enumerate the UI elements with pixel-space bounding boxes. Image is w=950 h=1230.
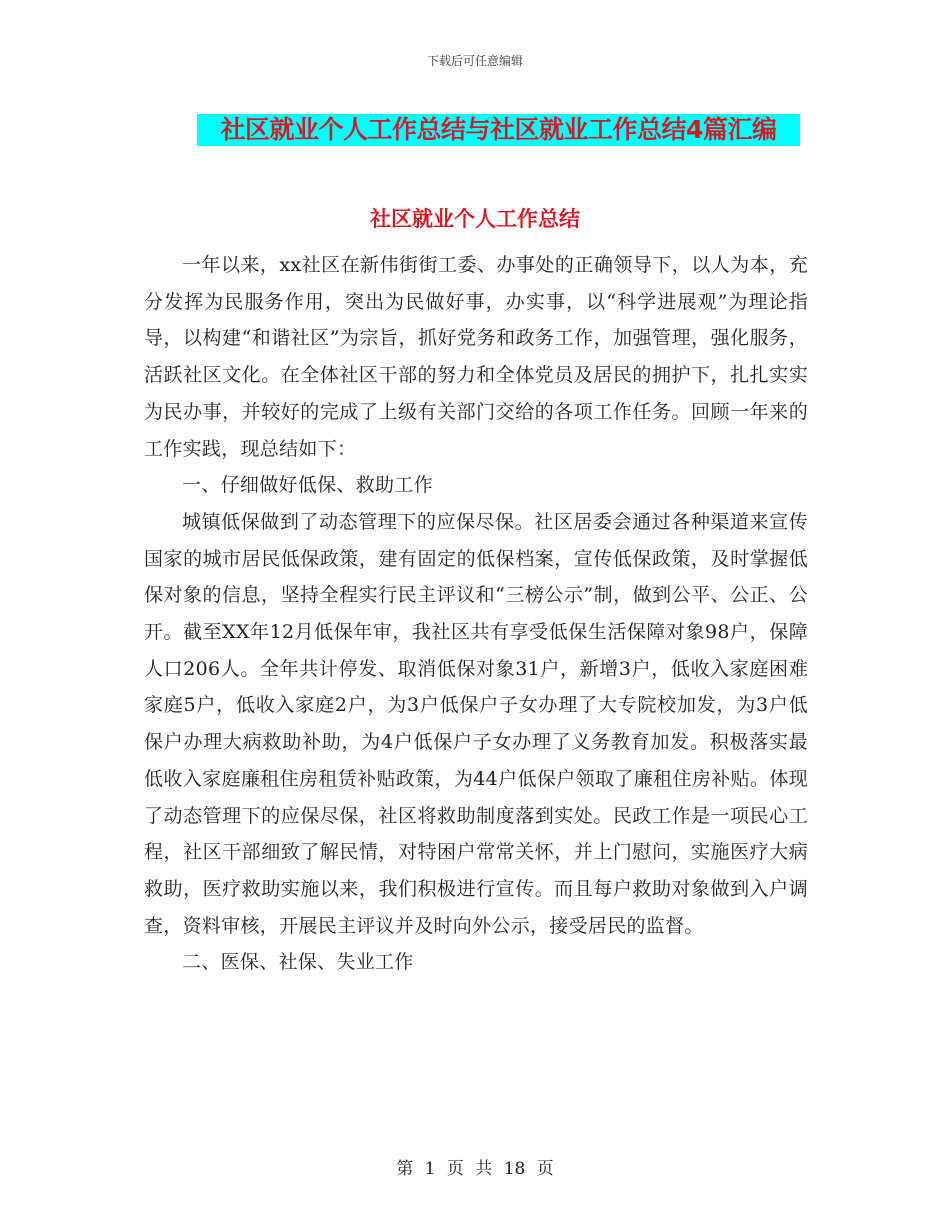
page-footer-number: 第 1 页 共 18 页: [396, 1159, 554, 1179]
paragraph-intro: 一年以来，xx社区在新伟街街工委、办事处的正确领导下，以人为本，充分发挥为民服务作用，突出为民做好事，办实事，以“科学进展观”为理论指导，以构建“和谐社区”为宗旨，抓好党务和政务工作，加强管理，强化服务，活跃社区文化。在全体社区干部的努力和全体党员及居民的拥护下，扎扎实实为民办事，并较好的完成了上级有关部门交给的各项工作任务。回顾一年来的工作实践，现总结如下：: [144, 254, 808, 460]
document-body: [144, 247, 808, 981]
document-title: 社区就业个人工作总结与社区就业工作总结4篇汇编: [197, 114, 800, 146]
document-title-highlight: [197, 114, 800, 146]
heading-section-2: 二、医保、社保、失业工作: [182, 951, 414, 974]
page-header-note: 下载后可任意编辑: [426, 54, 523, 68]
heading-section-1: 一、仔细做好低保、救助工作: [182, 474, 433, 497]
section-title: 社区就业个人工作总结: [370, 207, 580, 231]
paragraph-section-1: 城镇低保做到了动态管理下的应保尽保。社区居委会通过各种渠道来宣传国家的城市居民低保政策，建有固定的低保档案，宣传低保政策，及时掌握低保对象的信息，坚持全程实行民主评议和“三榜公示”制，做到公平、公正、公开。截至XX年12月低保年审，我社区共有享受低保生活保障对象98户，保障人口206人。全年共计停发、取消低保对象31户，新增3户，低收入家庭困难家庭5户，低收入家庭2户，为3户低保户子女办理了大专院校加发，为3户低保户办理大病救助补助，为4户低保户子女办理了义务教育加发。积极落实最低收入家庭廉租住房租赁补贴政策，为44户低保户领取了廉租住房补贴。体现了动态管理下的应保尽保，社区将救助制度落到实处。民政工作是一项民心工程，社区干部细致了解民情，对特困户常常关怀，并上门慰问，实施医疗大病救助，医疗救助实施以来，我们积极进行宣传。而且每户救助对象做到入户调查，资料审核，开展民主评议并及时向外公示，接受居民的监督。: [144, 510, 808, 937]
